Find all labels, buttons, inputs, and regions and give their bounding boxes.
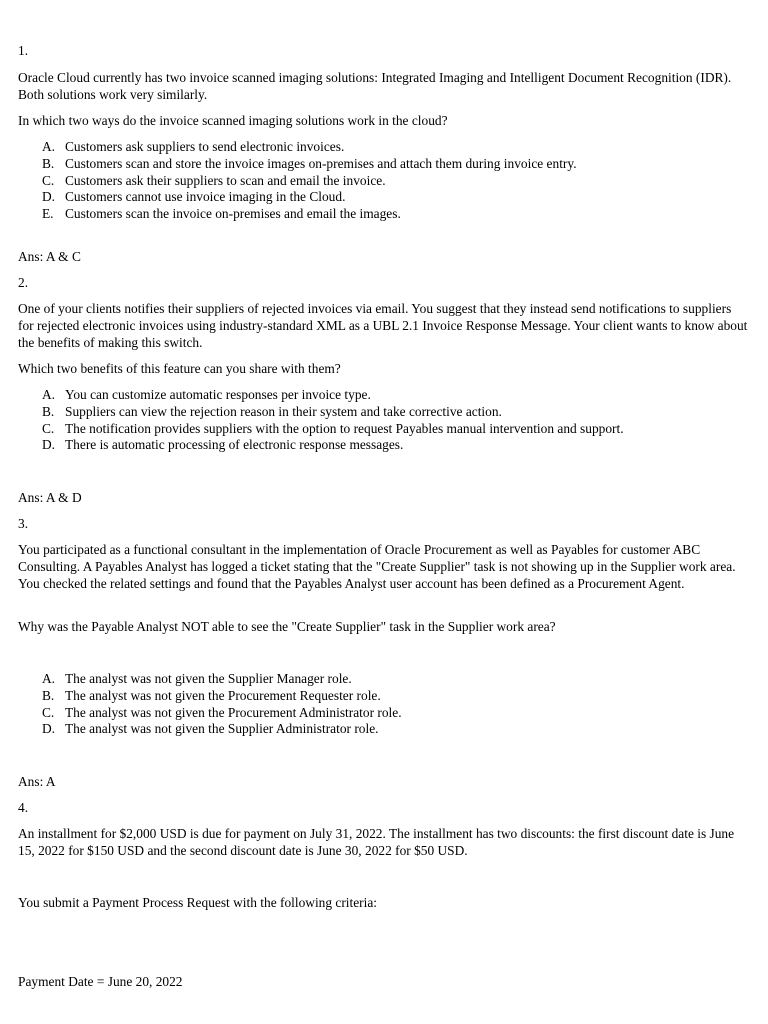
option-b: B. Suppliers can view the rejection reason in their system and take corrective action. [42,403,502,419]
question-paragraph: Oracle Cloud currently has two invoice scanned imaging solutions: Integrated Imaging and Intelligent Document Recognition (IDR). Both solutions work very similarly. [18,70,732,102]
option-c: C. Customers ask their suppliers to scan and email the invoice. [42,172,386,188]
question-number: 2. [18,275,29,290]
question-number: 1. [18,43,29,58]
option-d: D. Customers cannot use invoice imaging in the Cloud. [42,189,346,205]
option-b: B. The analyst was not given the Procurement Requester role. [42,687,381,703]
criteria-line: Payment Date = June 20, 2022 [18,974,183,989]
option-list [42,138,750,222]
option-a: A. The analyst was not given the Supplier Manager role. [42,671,352,686]
question-paragraph: One of your clients notifies their suppliers of rejected invoices via email. You suggest that they instead send notifications to suppliers for rejected electronic invoices using industry-standard XML as a UBL 2.1 Invoice Response Message. Your client wants to know about the benefits of making this switch. [18,301,748,350]
option-c: C. The analyst was not given the Procurement Administrator role. [42,704,402,720]
option-list [42,386,750,453]
question-paragraph: You participated as a functional consultant in the implementation of Oracle Procurement as well as Payables for customer ABC Consulting. A Payables Analyst has logged a ticket stating that the "Create Supplier" task is not showing up in the Supplier work area. You checked the related settings and found that the Payables Analyst user account has been defined as a Procurement Agent. [18,542,736,591]
option-e: E. Customers scan the invoice on-premises and email the images. [42,206,401,221]
question-prompt: Why was the Payable Analyst NOT able to see the "Create Supplier" task in the Supplier work area? [18,619,556,634]
question-paragraph: You submit a Payment Process Request with the following criteria: [18,895,378,910]
question-paragraph: An installment for $2,000 USD is due for payment on July 31, 2022. The installment has two discounts: the first discount date is June 15, 2022 for $150 USD and the second discount date is June 30, 2022 for $50 USD. [18,826,735,858]
answer-text: Ans: A & C [18,249,81,264]
option-b: B. Customers scan and store the invoice images on-premises and attach them during invoice entry. [42,155,577,171]
option-d: D. The analyst was not given the Supplier Administrator role. [42,721,379,737]
question-number: 3. [18,516,29,531]
question-number: 4. [18,800,29,815]
answer-text: Ans: A [18,774,56,789]
question-prompt: In which two ways do the invoice scanned imaging solutions work in the cloud? [18,113,448,128]
option-d: D. There is automatic processing of electronic response messages. [42,437,404,453]
option-c: C. The notification provides suppliers with the option to request Payables manual intervention and support. [42,420,624,436]
answer-text: Ans: A & D [18,490,82,505]
option-list [42,670,750,737]
option-a: A. You can customize automatic responses per invoice type. [42,387,371,402]
question-prompt: Which two benefits of this feature can you share with them? [18,361,341,376]
option-a: A. Customers ask suppliers to send electronic invoices. [42,139,345,154]
